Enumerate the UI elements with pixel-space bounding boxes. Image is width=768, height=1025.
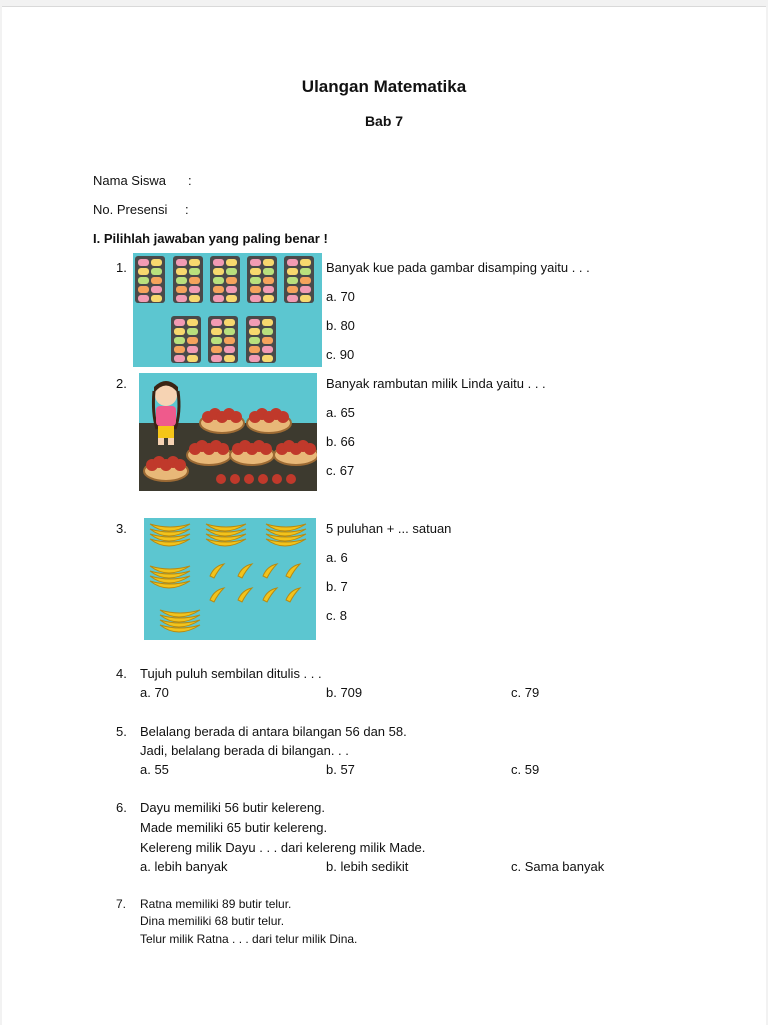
question-1-option-b: b. 80 bbox=[326, 318, 355, 333]
question-5-option-b: b. 57 bbox=[326, 762, 355, 777]
rambutan-icon bbox=[258, 474, 268, 484]
question-5-line-2: Jadi, belalang berada di bilangan. . . bbox=[140, 743, 349, 758]
question-7-line-1: Ratna memiliki 89 butir telur. bbox=[140, 897, 292, 911]
question-4-line-1: Tujuh puluh sembilan ditulis . . . bbox=[140, 666, 322, 681]
question-2-text: Banyak rambutan milik Linda yaitu . . . bbox=[326, 376, 546, 391]
question-2-option-a: a. 65 bbox=[326, 405, 355, 420]
question-5-option-a: a. 55 bbox=[140, 762, 169, 777]
rambutan-icon bbox=[272, 474, 282, 484]
question-2-option-b: b. 66 bbox=[326, 434, 355, 449]
rambutan-basket-icon bbox=[144, 456, 188, 481]
question-6-number: 6. bbox=[116, 800, 127, 815]
question-5-option-c: c. 59 bbox=[511, 762, 540, 777]
rambutan-icon bbox=[230, 474, 240, 484]
cake-boxes-illustration bbox=[133, 253, 322, 367]
question-1-option-a: a. 70 bbox=[326, 289, 355, 304]
question-4-option-a: a. 70 bbox=[140, 685, 169, 700]
rambutan-baskets-illustration bbox=[139, 373, 317, 491]
question-3-text: 5 puluhan + ... satuan bbox=[326, 521, 452, 536]
question-4-option-c: c. 79 bbox=[511, 685, 540, 700]
rambutan-basket-icon bbox=[247, 408, 291, 433]
question-1-number: 1. bbox=[116, 260, 127, 275]
question-1-option-c: c. 90 bbox=[326, 347, 355, 362]
question-7-line-2: Dina memiliki 68 butir telur. bbox=[140, 914, 285, 928]
question-3-number: 3. bbox=[116, 521, 127, 536]
question-4-number: 4. bbox=[116, 666, 127, 681]
name-label: Nama Siswa bbox=[93, 173, 166, 188]
banana-bunches-illustration bbox=[144, 518, 316, 640]
question-6-option-a: a. lebih banyak bbox=[140, 859, 228, 874]
question-1-text: Banyak kue pada gambar disamping yaitu . . . bbox=[326, 260, 590, 275]
question-6-option-c: c. Sama banyak bbox=[511, 859, 605, 874]
cake-box-icon bbox=[284, 256, 314, 303]
cake-box-icon bbox=[208, 316, 238, 363]
rambutan-icon bbox=[286, 474, 296, 484]
cake-box-icon bbox=[173, 256, 203, 303]
question-7-number: 7. bbox=[116, 897, 127, 911]
presensi-colon: : bbox=[185, 202, 189, 217]
question-4-option-b: b. 709 bbox=[326, 685, 363, 700]
page-title: Ulangan Matematika bbox=[301, 77, 467, 96]
question-6-option-b: b. lebih sedikit bbox=[326, 859, 409, 874]
question-3-option-b: b. 7 bbox=[326, 579, 348, 594]
rambutan-basket-icon bbox=[274, 440, 317, 465]
question-5-line-1: Belalang berada di antara bilangan 56 dan 58. bbox=[140, 724, 407, 739]
question-3-option-a: a. 6 bbox=[326, 550, 348, 565]
rambutan-basket-icon bbox=[200, 408, 244, 433]
rambutan-basket-icon bbox=[187, 440, 231, 465]
question-2-option-c: c. 67 bbox=[326, 463, 355, 478]
rambutan-icon bbox=[244, 474, 254, 484]
name-colon: : bbox=[188, 173, 192, 188]
question-7-line-3: Telur milik Ratna . . . dari telur milik Dina. bbox=[140, 932, 358, 946]
section-instruction: I. Pilihlah jawaban yang paling benar ! bbox=[93, 231, 328, 246]
cake-box-icon bbox=[247, 256, 277, 303]
cake-box-icon bbox=[210, 256, 240, 303]
question-6-line-2: Made memiliki 65 butir kelereng. bbox=[140, 820, 328, 835]
cake-box-icon bbox=[246, 316, 276, 363]
page-subtitle: Bab 7 bbox=[364, 113, 404, 129]
rambutan-basket-icon bbox=[230, 440, 274, 465]
question-3-option-c: c. 8 bbox=[326, 608, 347, 623]
question-6-line-1: Dayu memiliki 56 butir kelereng. bbox=[140, 800, 325, 815]
cake-box-icon bbox=[135, 256, 165, 303]
presensi-label: No. Presensi bbox=[93, 202, 168, 217]
cake-box-icon bbox=[171, 316, 201, 363]
question-5-number: 5. bbox=[116, 724, 127, 739]
question-2-number: 2. bbox=[116, 376, 127, 391]
rambutan-icon bbox=[216, 474, 226, 484]
question-6-line-3: Kelereng milik Dayu . . . dari kelereng milik Made. bbox=[140, 840, 426, 855]
